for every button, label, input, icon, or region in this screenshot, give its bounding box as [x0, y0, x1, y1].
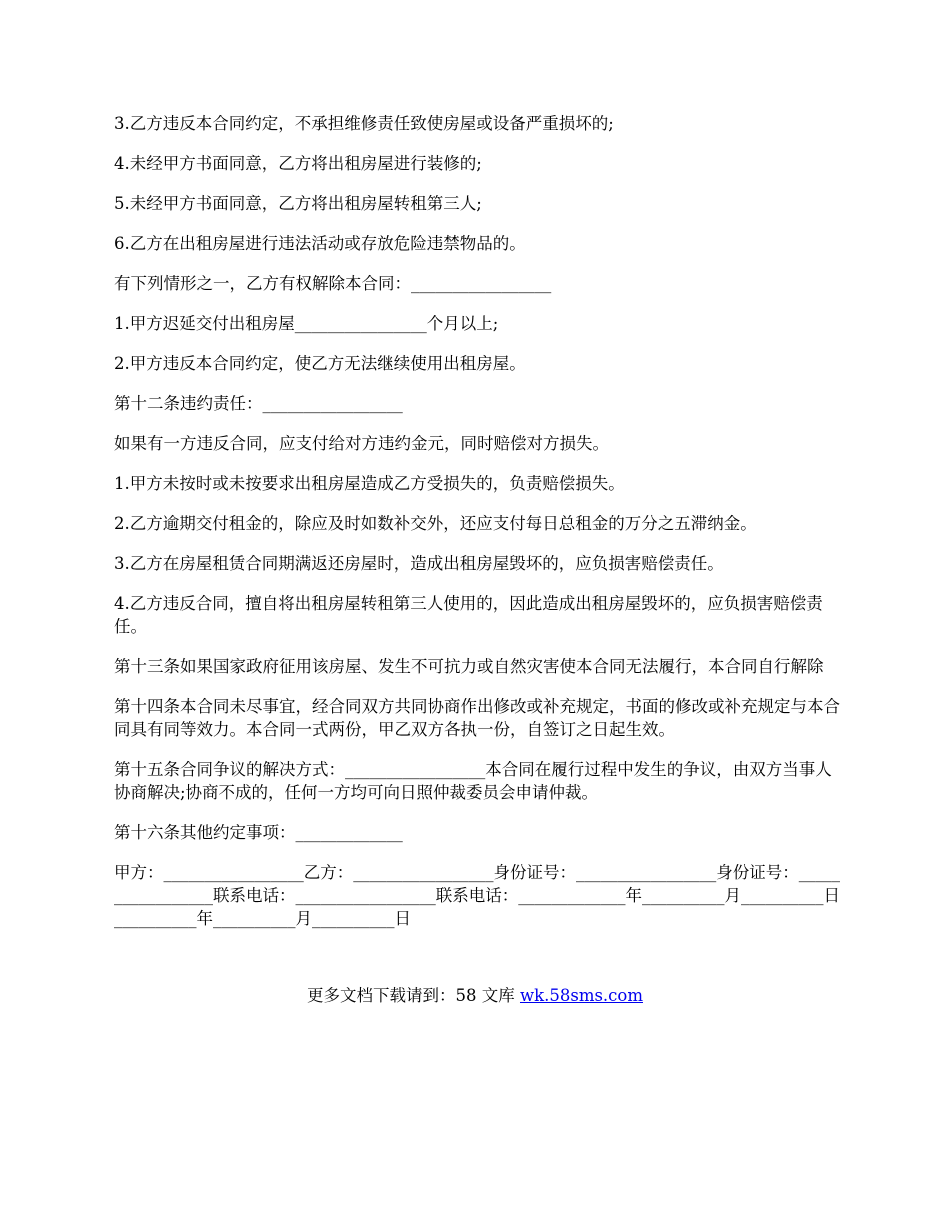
- landlord-late-delivery: 1.甲方迟延交付出租房屋________________个月以上;: [114, 314, 499, 333]
- tenant-termination-rights: 有下列情形之一，乙方有权解除本合同：_________________: [114, 274, 552, 293]
- breach-penalty-general: 如果有一方违反合同，应支付给对方违约金元，同时赔偿对方损失。: [114, 434, 609, 453]
- clause-3-repair-damage: 3.乙方违反本合同约定，不承担维修责任致使房屋或设备严重损坏的;: [114, 114, 614, 133]
- penalty-item-3: 3.乙方在房屋租赁合同期满返还房屋时，造成出租房屋毁坏的，应负损害赔偿责任。: [114, 554, 724, 573]
- clause-4-renovation: 4.未经甲方书面同意，乙方将出租房屋进行装修的;: [114, 154, 482, 173]
- clause-6-illegal-activity: 6.乙方在出租房屋进行违法活动或存放危险违禁物品的。: [114, 234, 526, 253]
- article-13: 第十三条如果国家政府征用该房屋、发生不可抗力或自然灾害使本合同无法履行，本合同自行解除: [114, 657, 824, 676]
- footer-link[interactable]: wk.58sms.com: [519, 986, 643, 1005]
- article-14: 第十四条本合同未尽事宜，经合同双方共同协商作出修改或补充规定，书面的修改或补充规定与本合同具有同等效力。本合同一式两份，甲乙双方各执一份，自签订之日起生效。: [114, 697, 840, 739]
- penalty-item-1: 1.甲方未按时或未按要求出租房屋造成乙方受损失的，负责赔偿损失。: [114, 474, 625, 493]
- article-16: 第十六条其他约定事项：_____________: [114, 823, 403, 842]
- penalty-item-4: 4.乙方违反合同，擅自将出租房屋转租第三人使用的，因此造成出租房屋毁坏的，应负损害赔偿责任。: [114, 594, 823, 636]
- clause-5-sublet: 5.未经甲方书面同意，乙方将出租房屋转租第三人;: [114, 194, 482, 213]
- download-footer: [0, 984, 950, 1007]
- article-15: 第十五条合同争议的解决方式：_________________本合同在履行过程中发生的争议，由双方当事人协商解决;协商不成的，任何一方均可向日照仲裁委员会申请仲裁。: [114, 760, 832, 802]
- article-12-heading: 第十二条违约责任：_________________: [114, 394, 403, 413]
- document-body: [114, 112, 840, 947]
- footer-text: 更多文档下载请到：58 文库: [306, 986, 520, 1005]
- landlord-breach-use: 2.甲方违反本合同约定，使乙方无法继续使用出租房屋。: [114, 354, 526, 373]
- signature-block: 甲方：_________________乙方：_________________身份证号：_________________身份证号：_________________联系电话：_________________联系电话：_____________年__________月__________日__________年__________月__________日: [114, 863, 840, 928]
- penalty-item-2: 2.乙方逾期交付租金的，除应及时如数补交外，还应支付每日总租金的万分之五滞纳金。: [114, 514, 757, 533]
